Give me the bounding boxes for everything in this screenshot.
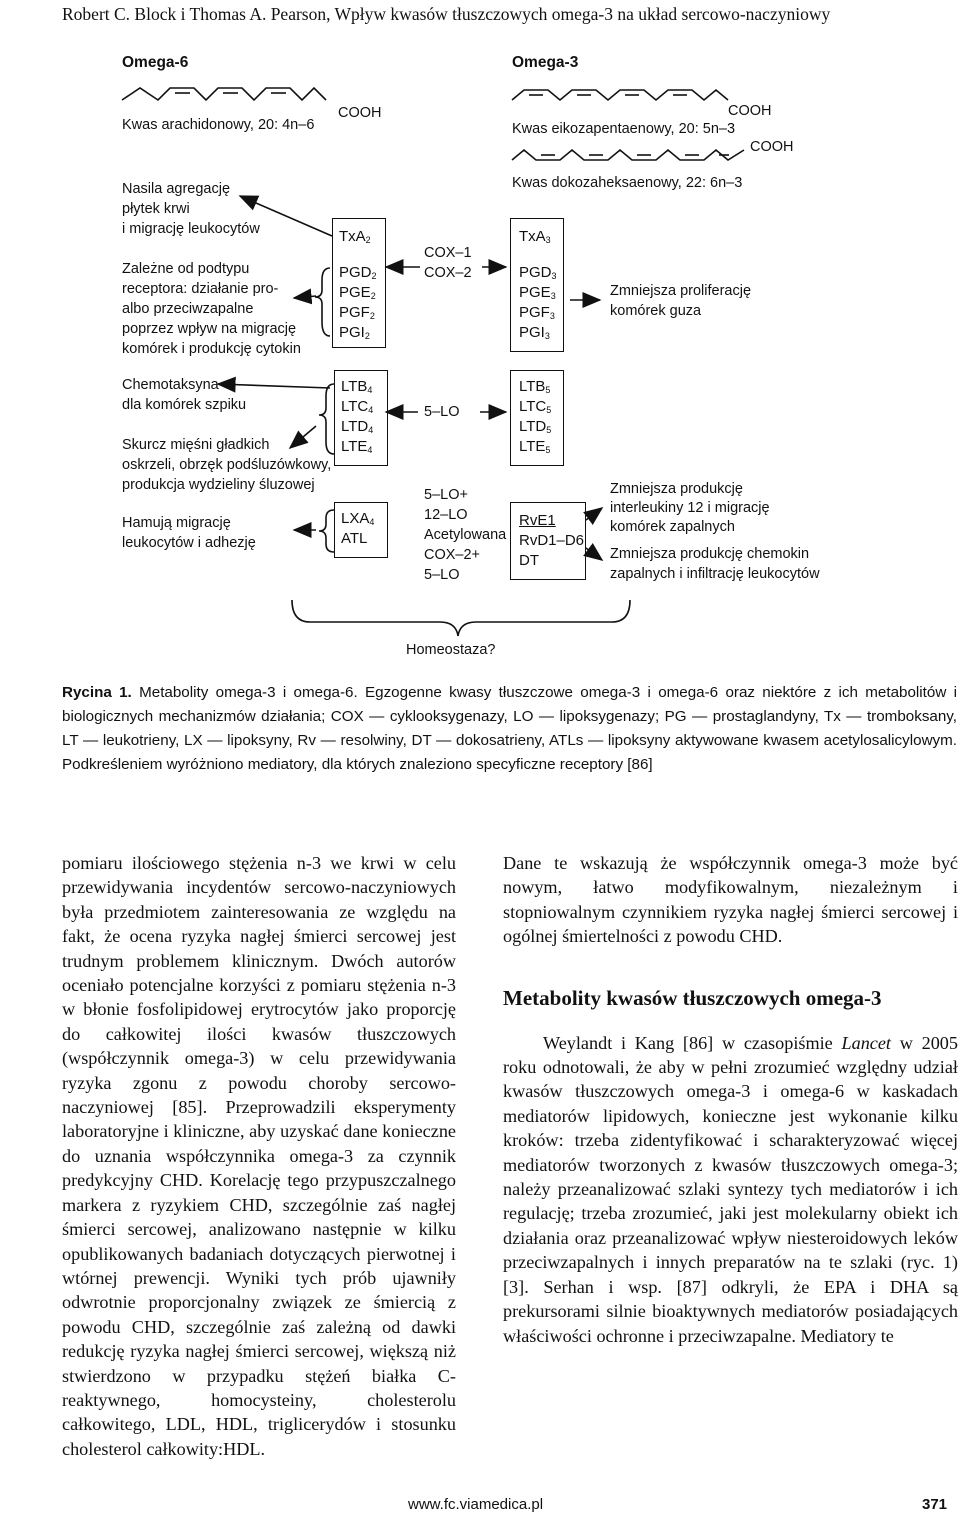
omega3-prostanoids-box	[510, 218, 564, 352]
omega6-leukotrienes-box	[334, 370, 388, 466]
metabolite-label: $PGE_3$	[519, 284, 556, 301]
caption-label: Rycina 1.	[62, 684, 132, 701]
figure-caption	[62, 681, 957, 777]
cooh-aa: COOH	[338, 105, 382, 121]
effect-line: leukocytów i adhezję	[122, 535, 256, 551]
figure	[0, 0, 960, 680]
metabolite-label: TxA$_3$	[519, 228, 551, 245]
effect-line: komórek guza	[610, 303, 702, 319]
effect-line: poprzez wpływ na migrację	[122, 321, 297, 337]
enzyme-label: 12–LO	[424, 507, 468, 523]
effect-line: zapalnych i infiltrację leukocytów	[610, 566, 820, 582]
enzyme-label: 5–LO+	[424, 487, 468, 503]
running-header: Robert C. Block i Thomas A. Pearson, Wpływ kwasów tłuszczowych omega-3 na układ sercowo-naczyniowy	[62, 4, 831, 24]
effect-line: komórek i produkcję cytokin	[122, 341, 301, 357]
effect-line: albo przeciwzapalne	[122, 301, 254, 317]
omega6-lipoxins-box	[334, 502, 388, 558]
paragraph-text: w 2005 roku odnotowali, że aby w pełni zrozumieć względny udział kwasów tłuszczowych omega-3 i omega-6 w kaskadach mediatorów lipidowych, konieczne jest wykonanie kilku kroków: trzeba zidentyfikować i scharakteryzować więcej mediatorów tworzonych z kwasów tłuszczowych omega-3; należy przeanalizować szlaki syntezy tych mediatorów i ich regulację; trzeba zrozumieć, jaki jest molekularny obiekt ich działania oraz przeanalizować wpływ niesteroidowych leków przeciwzapalnych i innych preparatów na te szlaki (ryc. 1) [3]. Serhan i wsp. [87] odkryli, że EPA i DHA są prekursorami silnie bioaktywnych mediatorów posiadających właściwości ochronne i przeciwzapalne. Mediatory te	[503, 1032, 958, 1346]
effect-line: Zależne od podtypu	[122, 261, 250, 277]
epa-chain-line	[512, 90, 728, 100]
brace-omega6-3	[319, 510, 334, 552]
metabolite-label: $LTE_5$	[519, 438, 551, 455]
homeostasis-brace	[292, 600, 630, 636]
aa-label: Kwas arachidonowy, 20: 4n–6	[122, 117, 315, 133]
arrow-to-subtype	[294, 296, 316, 298]
enzyme-label: 5–LO	[424, 404, 460, 420]
arrow-to-chemokin	[586, 548, 602, 560]
left-column-paragraph: pomiaru ilościowego stężenia n-3 we krwi w celu przewidywania incydentów sercowo-naczyniowych była przedmiotem zainteresowania ze względu na fakt, że ocena ryzyka nagłej śmierci sercowej jest trudnym problemem klinicznym. Dwóch autorów oceniało potencjalne korzyści z pomiaru stężenia n-3 w błonie fosfolipidowej erytrocytów jako proporcję do całkowitej ilości kwasów tłuszczowych (współczynnik omega-3) w celu przewidywania ryzyka zgonu z powodu choroby sercowo-naczyniowej [85]. Przeprowadzili eksperymenty laboratoryjne i kliniczne, aby uzyskać dane konieczne do uznania współczynnika omega-3 za czynnik predykcyjny CHD. Korelację tego przypuszczalnego markera z ryzykiem CHD, szczególnie zaś nagłej śmierci sercowej, analizowano następnie w kilku opublikowanych badaniach dotyczących pierwotnej i wtórnej prewencji. Wyniki tych prób ujawniły odwrotnie proporcjonalny związek ze śmiercią z powodu CHD, szczególnie zaś zależną od dawki redukcję ryzyka nagłej śmierci sercowej, większą niż stwierdzono w przypadku stężeń białka C-reaktywnego, homocysteiny, cholesterolu całkowitego, LDL, HDL, triglicerydów i stosunku cholesterol całkowity:HDL.	[62, 853, 456, 1459]
effect-line: komórek zapalnych	[610, 519, 735, 535]
effect-line: Nasila agregację	[122, 181, 231, 197]
omega6-prostanoids-box	[332, 218, 386, 348]
journal-name: Lancet	[841, 1032, 891, 1053]
metabolite-label: $LTB_5$	[519, 378, 551, 395]
metabolite-label: $PGE_2$	[339, 284, 376, 301]
paragraph-text: Weylandt i Kang [86] w czasopiśmie	[543, 1032, 842, 1053]
effect-line: interleukiny 12 i migrację	[610, 500, 770, 516]
metabolite-label: $LTC_4$	[341, 398, 374, 415]
dha-label: Kwas dokozaheksaenowy, 22: 6n–3	[512, 175, 743, 191]
effect-line: Chemotaksyna	[122, 377, 219, 393]
effect-line: Zmniejsza produkcję chemokin	[610, 546, 810, 562]
caption-text: Metabolity omega-3 i omega-6. Egzogenne kwasy tłuszczowe omega-3 i omega-6 oraz niektóre z ich metabolitów i biologicznych mechanizmów działania; COX — cyklooksygenazy, LO — lipoksygenazy; PG — prostaglandyny, Tx — tromboksany, LT — leukotrieny, LX — lipoksyny, Rv — resolwiny, DT — dokosatrieny, ATLs — lipoksyny aktywowane kwasem acetylosalicylowym. Podkreśleniem wyróżniono mediatory, dla których znaleziono specyficzne receptory [86]	[62, 684, 957, 773]
metabolite-label: $PGF_3$	[519, 304, 555, 321]
effect-line: Zmniejsza produkcję	[610, 481, 743, 497]
cooh-dha: COOH	[750, 139, 794, 155]
right-column-paragraph-1: Dane te wskazują że współczynnik omega-3 może być nowym, łatwo modyfikowalnym, niezależnym i stopniowalnym czynnikiem ryzyka nagłej śmierci sercowej i ogólnej śmiertelności z powodu CHD.	[503, 853, 958, 947]
metabolite-label: $LTD_4$	[341, 418, 374, 435]
enzyme-label: COX–2	[424, 265, 472, 281]
metabolite-label: $LTB_4$	[341, 378, 373, 395]
metabolite-label: $PGI_2$	[339, 324, 370, 341]
aa-chain-line	[122, 88, 326, 100]
metabolite-label: $LXA_4$	[341, 510, 375, 527]
metabolite-label: $LTD_5$	[519, 418, 552, 435]
effect-line: Skurcz mięśni gładkich	[122, 437, 270, 453]
epa-label: Kwas eikozapentaenowy, 20: 5n–3	[512, 121, 736, 137]
brace-omega6-1	[315, 268, 330, 336]
metabolite-label: $LTE_4$	[341, 438, 373, 455]
enzyme-label: COX–2+	[424, 547, 481, 563]
arrow-to-spasm	[290, 426, 316, 448]
omega6-title: Omega-6	[122, 54, 189, 71]
effect-line: Hamują migrację	[122, 515, 231, 531]
page-number: 371	[922, 1496, 948, 1513]
metabolite-label: RvE1	[519, 512, 556, 529]
omega3-resolvins-box	[510, 502, 586, 580]
effect-line: Zmniejsza proliferację	[610, 283, 752, 299]
enzyme-label: Acetylowana	[424, 527, 507, 543]
enzyme-label: 5–LO	[424, 567, 460, 583]
omega3-leukotrienes-box	[510, 370, 564, 466]
enzyme-label: COX–1	[424, 245, 472, 261]
effect-line: receptora: działanie pro-	[122, 281, 279, 297]
right-column	[503, 851, 958, 1348]
metabolite-label: RvD1–D6	[519, 532, 585, 549]
metabolite-label: $LTC_5$	[519, 398, 552, 415]
effect-line: oskrzeli, obrzęk podśluzówkowy,	[122, 457, 332, 473]
homeostasis-label: Homeostaza?	[406, 642, 496, 658]
metabolite-label: DT	[519, 552, 539, 569]
section-heading: Metabolity kwasów tłuszczowych omega-3	[503, 985, 882, 1010]
metabolite-label: $PGD_3$	[519, 264, 557, 281]
footer-url: www.fc.viamedica.pl	[408, 1496, 544, 1513]
effect-line: płytek krwi	[122, 201, 190, 217]
effect-line: produkcja wydzieliny śluzowej	[122, 477, 315, 493]
omega3-title: Omega-3	[512, 54, 579, 71]
metabolite-label: $PGI_3$	[519, 324, 550, 341]
left-column	[62, 851, 456, 1461]
cooh-epa: COOH	[728, 103, 772, 119]
metabolite-label: $PGD_2$	[339, 264, 377, 281]
brace-omega6-2	[319, 384, 334, 454]
arrow-to-chemotaxis	[218, 384, 330, 388]
right-column-paragraph-2	[503, 1031, 958, 1348]
effect-line: dla komórek szpiku	[122, 397, 247, 413]
effect-line: i migrację leukocytów	[122, 221, 260, 237]
metabolite-label: TxA$_2$	[339, 228, 371, 245]
metabolite-label: ATL	[341, 530, 368, 547]
metabolite-label: $PGF_2$	[339, 304, 375, 321]
arrow-to-il12	[586, 508, 602, 520]
